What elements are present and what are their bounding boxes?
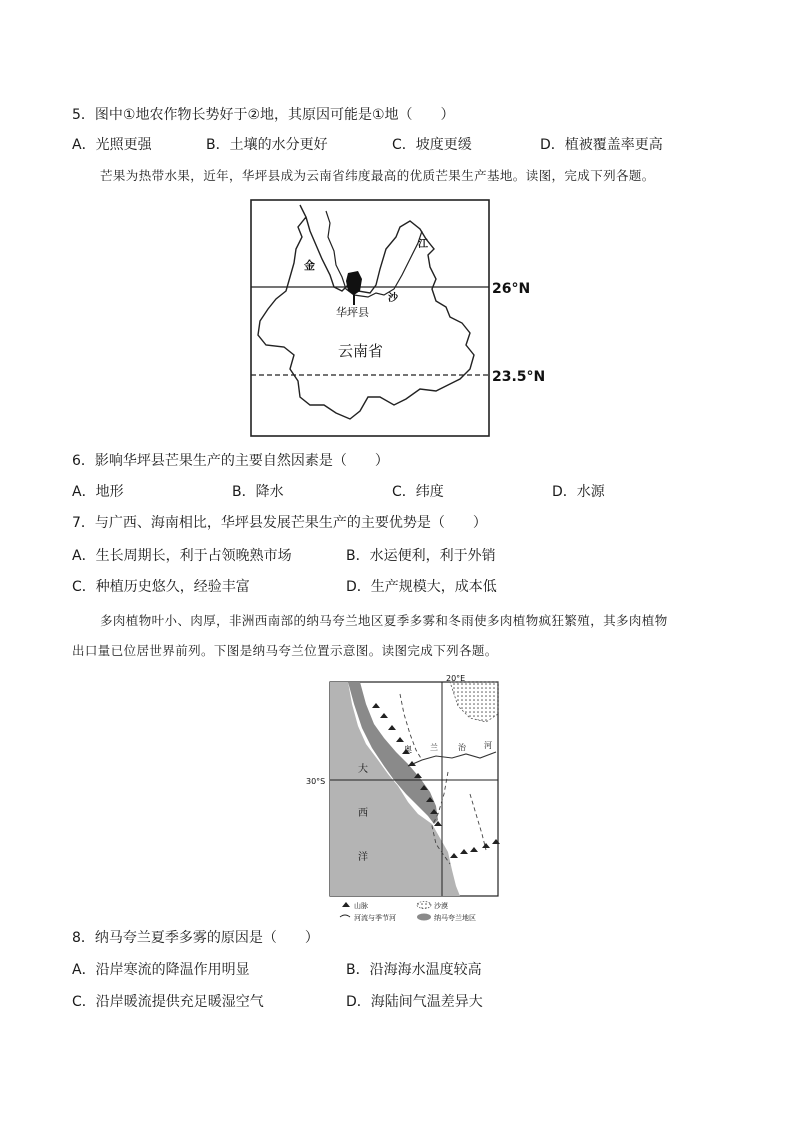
river-char-4: 河: [484, 741, 492, 750]
q6-option-d: D．水源: [552, 484, 605, 500]
river-char-1: 奥: [404, 745, 412, 754]
q5-option-b: B．土壤的水分更好: [206, 137, 328, 153]
legend-mountain-icon: [342, 902, 350, 907]
question-5-stem: 5．图中①地农作物长势好于②地，其原因可能是①地（ ）: [72, 107, 455, 123]
q8-option-d: D．海陆间气温差异大: [346, 994, 483, 1010]
intro-mango: 芒果为热带水果，近年，华坪县成为云南省纬度最高的优质芒果生产基地。读图，完成下列各题。: [100, 168, 655, 183]
legend-namaqualand-icon: [417, 914, 431, 921]
q8-option-b: B．沿海海水温度较高: [346, 962, 482, 978]
yunnan-map: [250, 199, 550, 439]
ocean-char-2: 西: [358, 808, 368, 819]
river-char-3: 治: [458, 743, 466, 752]
question-7-stem: 7．与广西、海南相比，华坪县发展芒果生产的主要优势是（ ）: [72, 515, 487, 531]
q5-option-a: A．光照更强: [72, 137, 152, 153]
lat-label-26: 26°N: [492, 281, 531, 297]
q8-option-c: C．沿岸暖流提供充足暖湿空气: [72, 994, 264, 1010]
q5-option-c: C．坡度更缓: [392, 137, 472, 153]
q7-option-a: A．生长周期长，利于占领晚熟市场: [72, 548, 292, 564]
legend-river-icon: [340, 915, 350, 917]
question-8-stem: 8．纳马夸兰夏季多雾的原因是（ ）: [72, 930, 319, 946]
q6-option-c: C．纬度: [392, 484, 444, 500]
question-6-stem: 6．影响华坪县芒果生产的主要自然因素是（ ）: [72, 453, 389, 469]
q6-option-a: A．地形: [72, 484, 124, 500]
lon-label: 20°E: [446, 674, 466, 683]
q7-option-b: B．水运便利，利于外销: [346, 548, 496, 564]
legend-river: 河流与季节河: [354, 914, 396, 922]
intro-succulent-line2: 出口量已位居世界前列。下图是纳马夸兰位置示意图。读图完成下列各题。: [72, 643, 498, 658]
q7-option-d: D．生产规模大，成本低: [346, 579, 497, 595]
river-char-2: 兰: [430, 743, 438, 752]
lat-label: 30°S: [306, 777, 326, 786]
legend-desert-icon: [417, 902, 431, 909]
label-sha: 沙: [388, 293, 398, 304]
legend-mountain: 山脉: [354, 902, 368, 910]
label-jiang: 江: [418, 239, 428, 250]
legend-desert: 沙漠: [434, 902, 448, 910]
q7-option-c: C．种植历史悠久，经验丰富: [72, 579, 250, 595]
label-jin: 金: [304, 259, 315, 272]
q6-option-b: B．降水: [232, 484, 284, 500]
lat-label-23-5: 23.5°N: [492, 369, 546, 385]
legend-namaqualand: 纳马夸兰地区: [434, 914, 476, 922]
province-label: 云南省: [338, 342, 384, 360]
ocean-char-3: 洋: [358, 852, 368, 863]
namaqualand-map: [300, 674, 510, 922]
county-label: 华坪县: [336, 306, 369, 319]
intro-succulent-line1: 多肉植物叶小、肉厚，非洲西南部的纳马夸兰地区夏季多雾和冬雨使多肉植物疯狂繁殖，其多肉植物: [100, 613, 668, 628]
q5-option-d: D．植被覆盖率更高: [540, 137, 663, 153]
ocean-char-1: 大: [358, 764, 368, 775]
q8-option-a: A．沿岸寒流的降温作用明显: [72, 962, 250, 978]
